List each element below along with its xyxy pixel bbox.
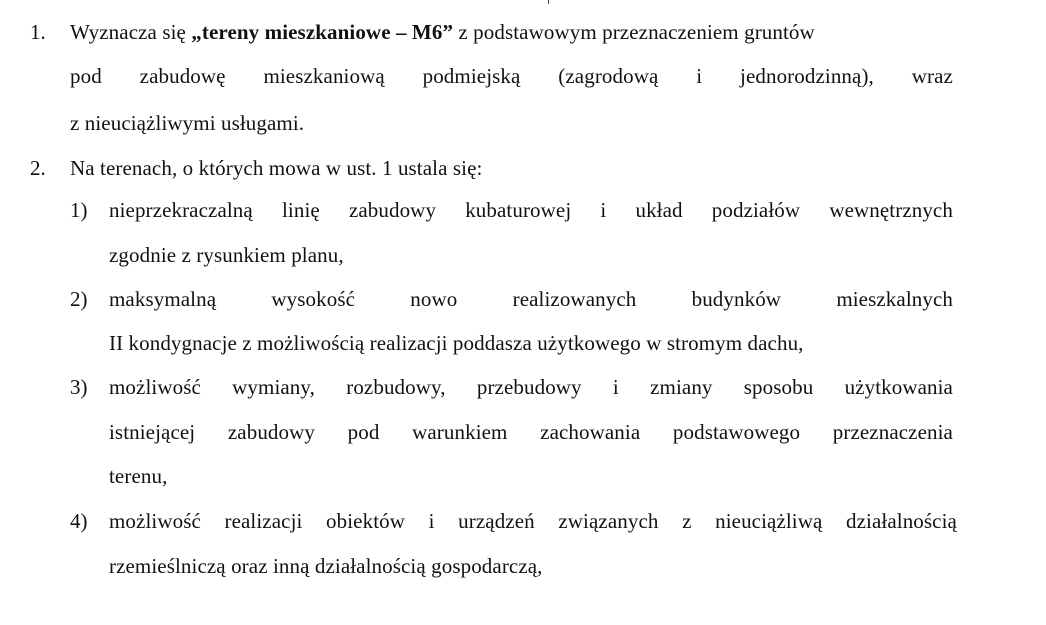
word: zabudowę — [139, 64, 226, 88]
word: sposobu — [743, 375, 814, 399]
word: maksymalną — [109, 287, 217, 311]
item-1-line-1 — [70, 18, 815, 46]
item-2-number: 2. — [30, 156, 46, 180]
sub-1-line-2: zgodnie z rysunkiem planu, — [109, 243, 344, 267]
word: podmiejską — [422, 64, 521, 88]
word: urządzeń — [458, 509, 535, 533]
word: użytkowania — [844, 375, 953, 399]
word: wysokość — [271, 287, 356, 311]
word: warunkiem — [412, 420, 508, 444]
word: rozbudowy, — [346, 375, 446, 399]
sub-1-line-1 — [109, 196, 953, 224]
word: zabudowy — [348, 198, 437, 222]
word: obiektów — [326, 509, 406, 533]
item-1-line-3: z nieuciążliwymi usługami. — [70, 111, 305, 135]
word: jednorodzinną), — [740, 64, 874, 88]
word: możliwość — [109, 509, 201, 533]
word: przeznaczenia — [832, 420, 953, 444]
word: wewnętrznych — [829, 198, 953, 222]
word: istniejącej — [109, 420, 196, 444]
word: linię — [281, 198, 320, 222]
item-1-zone-name: „tereny mieszkaniowe – M6” — [191, 20, 454, 44]
item-1-line-1-pre: Wyznacza się — [70, 20, 192, 44]
sub-1-number: 1) — [70, 198, 88, 222]
word: nowo — [410, 287, 458, 311]
word: nieuciążliwą — [715, 509, 823, 533]
word: i — [696, 64, 703, 88]
word: podziałów — [711, 198, 801, 222]
word: realizacji — [224, 509, 303, 533]
word: pod — [70, 64, 102, 88]
sub-3-line-3: terenu, — [109, 464, 168, 488]
word: (zagrodową — [558, 64, 659, 88]
sub-2-number: 2) — [70, 287, 88, 311]
word: budynków — [691, 287, 782, 311]
word: z — [682, 509, 692, 533]
scan-mark — [548, 0, 549, 4]
sub-3-line-2 — [109, 418, 953, 446]
word: możliwość — [109, 375, 201, 399]
word: związanych — [558, 509, 659, 533]
word: podstawowego — [672, 420, 801, 444]
item-1-number: 1. — [30, 20, 46, 44]
word: wymiany, — [232, 375, 315, 399]
sub-3-line-1 — [109, 373, 953, 401]
word: zmiany — [650, 375, 713, 399]
word: zabudowy — [227, 420, 315, 444]
word: wraz — [911, 64, 953, 88]
sub-4-line-2: rzemieślniczą oraz inną działalnością gospodarczą, — [109, 554, 543, 578]
sub-3-number: 3) — [70, 375, 88, 399]
word: i — [612, 375, 619, 399]
word: i — [428, 509, 435, 533]
item-2-line-1: Na terenach, o których mowa w ust. 1 ustala się: — [70, 156, 483, 180]
word: kubaturowej — [465, 198, 572, 222]
sub-2-line-1 — [109, 285, 953, 313]
word: i — [600, 198, 607, 222]
sub-4-line-1 — [109, 507, 957, 535]
word: pod — [347, 420, 380, 444]
word: nieprzekraczalną — [109, 198, 253, 222]
word: działalnością — [846, 509, 957, 533]
word: układ — [635, 198, 683, 222]
word: mieszkaniową — [263, 64, 385, 88]
sub-2-line-2: II kondygnacje z możliwością realizacji poddasza użytkowego w stromym dachu, — [109, 331, 804, 355]
word: przebudowy — [476, 375, 582, 399]
item-1-line-1-post: z podstawowym przeznaczeniem gruntów — [453, 20, 815, 44]
word: realizowanych — [512, 287, 637, 311]
sub-4-number: 4) — [70, 509, 88, 533]
item-1-line-2 — [70, 62, 953, 90]
word: zachowania — [540, 420, 641, 444]
word: mieszkalnych — [836, 287, 953, 311]
